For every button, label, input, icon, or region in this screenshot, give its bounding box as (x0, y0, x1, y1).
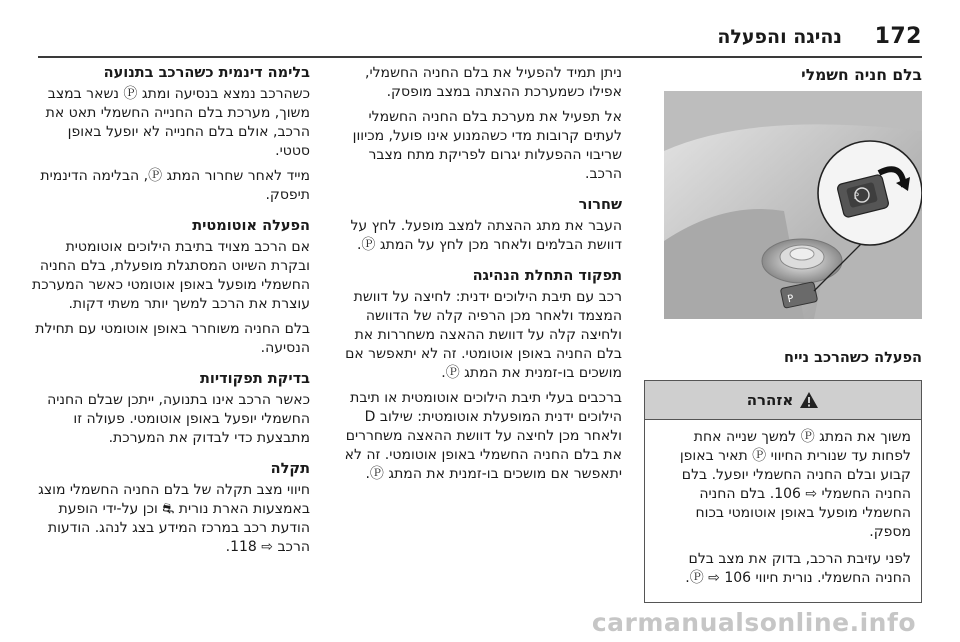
warning-header (645, 381, 921, 420)
warning-body (645, 420, 921, 602)
warning-paragraph: משוך את המתג Ⓟ למשך שנייה אחת לפחות עד שנורית החיווי Ⓟ תאיר באופן קבוע ובלם החניה החשמלי יופעל. בלם החניה החשמלי ⇨ 106. בלם החניה החשמלי מופעל באופן אוטומטי בכוח מספק. (679, 429, 911, 540)
paragraph: ברכבים בעלי תיבת הילוכים אוטומטית או תיבת הילוכים ידנית המופעלת אוטומטית: שילוב D ולאחר מכן לחיצה על דוושת ההאצה משחררים את בלם החניה החשמלי באופן אוטומטי. זה לא יתאפשר אם מושכים בו-זמנית את המתג Ⓟ. (344, 390, 622, 482)
warning-box (644, 380, 922, 603)
section-title: בלם חניה חשמלי (801, 66, 922, 84)
heading-release: שחרור (578, 197, 622, 213)
column-right (644, 64, 922, 603)
page-title: נהיגה והפעלה (717, 26, 842, 48)
paragraph: מייד לאחר שחרור המתג Ⓟ, הבלימה הדינמית תיפסק. (40, 168, 310, 203)
warning-paragraph: לפני עזיבת הרכב, בדוק את מצב בלם החניה החשמלי. נורית חיווי Ⓟ ⇨ 106. (685, 551, 911, 586)
heading-fault: תקלה (270, 461, 310, 477)
svg-text:P: P (786, 293, 795, 306)
paragraph: רכב עם תיבת הילוכים ידנית: לחיצה על דוושת המצמד ולאחר מכן הרפיה קלה של הדוושה ולחיצה קלה על דוושת ההאצה משחררות את בלם החניה באופן אוטומטי. זה לא יתאפשר אם מושכים בו-זמנית את המתג Ⓟ. (345, 289, 622, 381)
page-header (0, 0, 960, 58)
watermark-text: carmanualsonline.info (591, 608, 916, 637)
paragraph: אל תפעיל את מערכת בלם החניה החשמלי לעתים קרובות מדי כשהמנוע אינו פועל, מכיוון שריבוי ההפעלות יגרום לפריקת מתח מצבר הרכב. (352, 109, 622, 182)
warning-label: אזהרה (746, 390, 794, 409)
svg-text:P: P (853, 192, 859, 202)
paragraph: כאשר הרכב אינו בתנועה, ייתכן שבלם החניה החשמלי יופעל באופן אוטומטי. פעולה זו מתבצעת כדי לבדוק את המערכת. (47, 392, 310, 446)
paragraph: כשהרכב נמצא בנסיעה ומתג Ⓟ נשאר במצב משוך, מערכת בלם החנייה החשמלי תאט את הרכב, אולם בלם החנייה לא יופעל באופן סטטי. (45, 86, 310, 159)
heading-function-check: בדיקת תפקודיות (199, 371, 310, 387)
heading-dynamic-braking: בלימה דינמית כשהרכב בתנועה (103, 65, 310, 81)
paragraph: העבר את מתג ההצתה למצב מופעל. לחץ על דוושת הבלמים ולאחר מכן לחץ על המתג Ⓟ. (350, 218, 622, 253)
parking-brake-switch-illustration (664, 91, 922, 319)
paragraph: חיווי מצב תקלה של בלם החניה החשמלי מוצג באמצעות הארת נורית ⛐ וכן על-ידי הופעת הודעת רכב במרכז המידע בצג לנהג. הודעות הרכב ⇨ 118. (38, 482, 310, 555)
column-middle (344, 64, 622, 490)
warning-triangle-icon (799, 391, 819, 409)
paragraph: בלם החניה משוחרר באופן אוטומטי עם תחילת הנסיעה. (35, 321, 310, 356)
page-number: 172 (874, 24, 922, 49)
heading-drive-away: תפקוד התחלת הנהיגה (472, 268, 622, 284)
paragraph: אם הרכב מצויד בתיבת הילוכים אוטומטית ובקרת השיוט המסתגלת מופעלת, בלם החניה החשמלי מופעל באופן אוטומטי כאשר המערכת עוצרת את הרכב למשך יותר משתי דקות. (32, 239, 310, 312)
subheading-stationary: הפעלה כשהרכב נייח (783, 350, 922, 366)
paragraph: ניתן תמיד להפעיל את בלם החניה החשמלי, אפילו כשמערכת ההצתה במצב מופסק. (365, 65, 622, 100)
heading-automatic: הפעלה אוטומטית (192, 218, 310, 234)
column-left (32, 64, 310, 563)
header-rule (38, 56, 922, 58)
